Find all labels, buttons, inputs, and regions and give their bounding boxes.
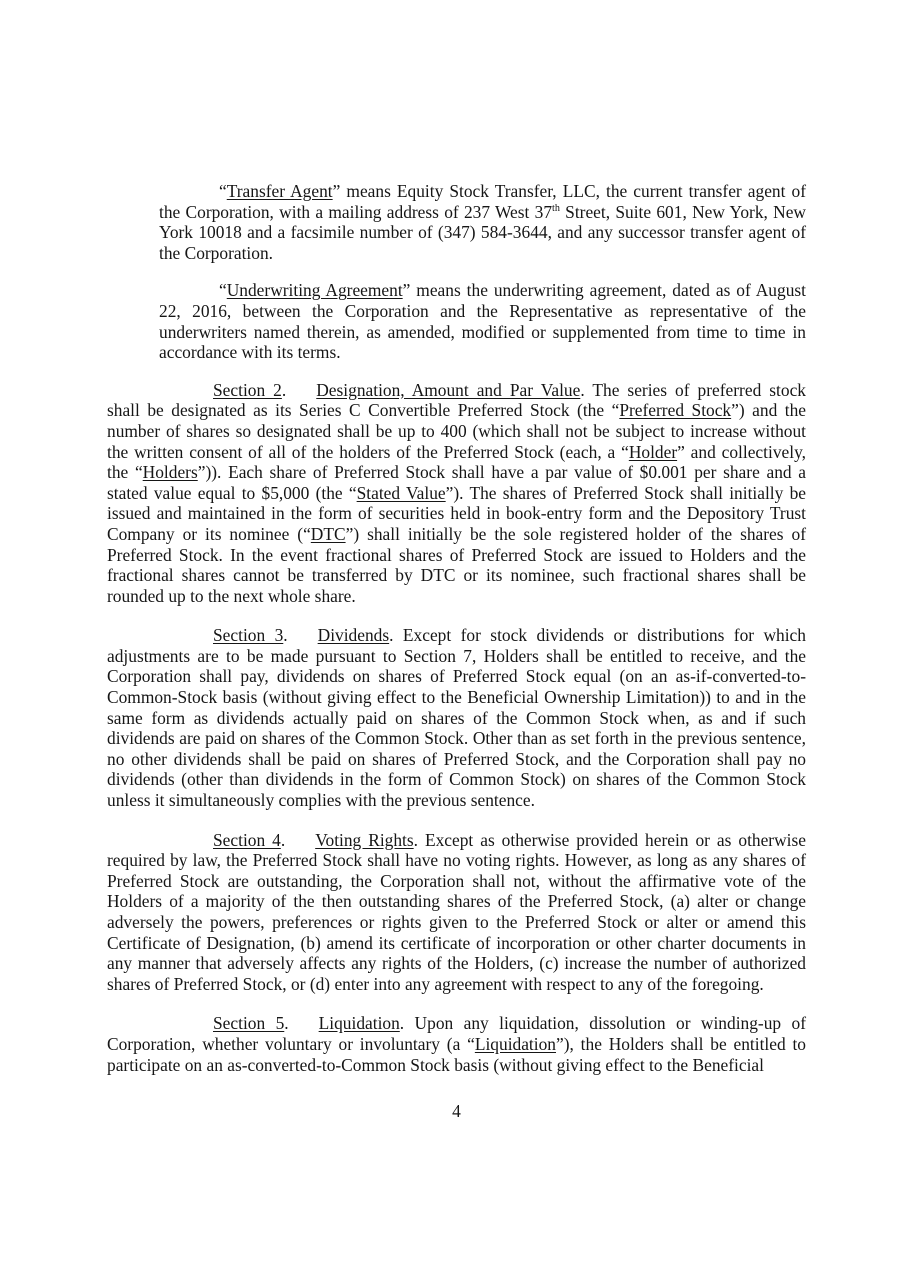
text-run: . bbox=[283, 625, 288, 646]
term-transfer-agent: Transfer Agent bbox=[226, 181, 333, 201]
text-run: . Except for stock dividends or distributions for which adjustments are to be made pursuant to Section 7, Holders shall be entitled to receive, and the Corporation shall pay, dividends on shares of Preferred Stock equal (on an as-if-converted-to-Common-Stock basis (without giving effect to the Beneficial Ownership Limitation)) to and in the same form as dividends actually paid on shares of the Common Stock when, as and if such dividends are paid on shares of the Common Stock. Other than as set forth in the previous sentence, no other dividends shall be paid on shares of Preferred Stock, and the Corporation shall pay no dividends (other than dividends in the form of Common Stock) on shares of the Common Stock unless it simultaneously complies with the previous sentence. bbox=[107, 625, 806, 811]
text-run: ”). The shares of Preferred Stock shall initially be issued and maintained in the form of securities held in book-entry form and the Depository Trust Company or its nominee (“ bbox=[107, 482, 807, 544]
term-preferred-stock: Preferred Stock bbox=[619, 400, 732, 421]
text-run: . bbox=[281, 379, 287, 400]
section-3-heading: Dividends bbox=[317, 625, 390, 646]
text-run: ” means Equity Stock Transfer, LLC, the current transfer agent of the Corporation, with a mailing address of 237 West 37 bbox=[159, 181, 806, 222]
superscript-th: th bbox=[552, 202, 560, 214]
section-3-label: Section 3 bbox=[213, 625, 284, 646]
text-run: . The series of preferred stock shall be designated as its Series C Convertible Preferred Stock (the “ bbox=[107, 379, 806, 421]
section-4-heading: Voting Rights bbox=[315, 829, 414, 850]
section-4-label: Section 4 bbox=[213, 829, 281, 850]
term-liquidation: Liquidation bbox=[474, 1033, 556, 1054]
page-number: 4 bbox=[452, 1101, 461, 1121]
term-holders: Holders bbox=[142, 462, 198, 483]
text-run: ” means the underwriting agreement, dated as of August 22, 2016, between the Corporation and the Representative as representative of the underwriters named therein, as amended, modified or supplemented from time to time in accordance with its terms. bbox=[159, 280, 806, 363]
text-run: ”) and the number of shares so designated shall be up to 400 (which shall not be subject to increase without the written consent of all of the holders of the Preferred Stock (each, a “ bbox=[107, 400, 807, 462]
term-underwriting-agreement: Underwriting Agreement bbox=[226, 280, 403, 301]
section-5-heading: Liquidation bbox=[318, 1013, 400, 1034]
text-run: . Upon any liquidation, dissolution or winding-up of Corporation, whether voluntary or involuntary (a “ bbox=[107, 1013, 806, 1054]
text-run: ”) shall initially be the sole registered holder of the shares of Preferred Stock. In the event fractional shares of Preferred Stock are issued to Holders and the fractional shares cannot be transferred by DTC or its nominee, such fractional shares shall be rounded up to the next whole share. bbox=[107, 523, 806, 606]
underwriting-agreement-definition bbox=[159, 280, 806, 362]
section-3-dividends bbox=[107, 625, 806, 810]
term-holder: Holder bbox=[628, 441, 678, 462]
text-run: “ bbox=[219, 181, 227, 201]
section-5-label: Section 5 bbox=[213, 1013, 285, 1034]
term-dtc: DTC bbox=[310, 523, 346, 544]
section-2-heading: Designation, Amount and Par Value bbox=[316, 379, 581, 400]
text-run: ”), the Holders shall be entitled to participate on an as-converted-to-Common Stock basis (without giving effect to the Beneficial bbox=[107, 1033, 806, 1075]
text-run: “ bbox=[219, 280, 227, 301]
text-run: . bbox=[280, 829, 286, 850]
section-2-label: Section 2 bbox=[213, 379, 282, 400]
section-4-voting-rights bbox=[107, 830, 806, 995]
text-run: ” and collectively, the “ bbox=[107, 441, 806, 483]
text-run: Street, Suite 601, New York, New York 10018 and a facsimile number of (347) 584-3644, and any successor transfer agent of the Corporation. bbox=[159, 201, 806, 263]
document-body bbox=[107, 181, 806, 1094]
term-stated-value: Stated Value bbox=[356, 482, 446, 503]
text-run: . bbox=[284, 1013, 289, 1034]
section-5-liquidation bbox=[107, 1013, 806, 1075]
transfer-agent-definition bbox=[159, 181, 806, 263]
text-run: . Except as otherwise provided herein or as otherwise required by law, the Preferred Stock shall have no voting rights. However, as long as any shares of Preferred Stock are outstanding, the Corporation shall not, without the affirmative vote of the Holders of a majority of the then outstanding shares of the Preferred Stock, (a) alter or change adversely the powers, preferences or rights given to the Preferred Stock or alter or amend this Certificate of Designation, (b) amend its certificate of incorporation or other charter documents in any manner that adversely affects any rights of the Holders, (c) increase the number of authorized shares of Preferred Stock, or (d) enter into any agreement with respect to any of the foregoing. bbox=[107, 829, 806, 994]
text-run: ”)). Each share of Preferred Stock shall have a par value of $0.001 per share and a stated value equal to $5,000 (the “ bbox=[107, 462, 807, 503]
section-2-designation bbox=[107, 380, 806, 607]
